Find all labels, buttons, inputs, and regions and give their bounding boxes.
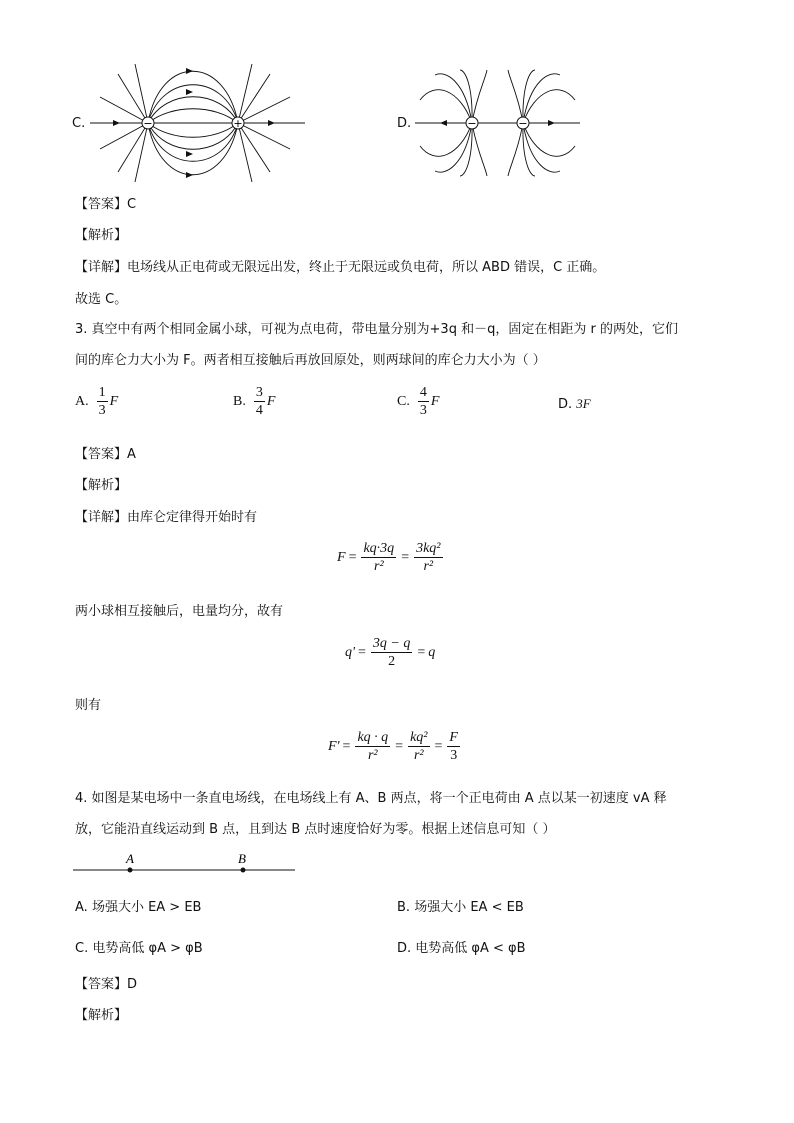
q3-option-b: B. $\frac{3}{4}$ F <box>233 385 276 418</box>
q4-option-c: C. 电势高低 φA > φB <box>75 941 203 956</box>
q3-option-a: A. $\frac{1}{3}$ F <box>75 385 119 418</box>
figure-c-right-sign: + <box>233 117 243 130</box>
q4-option-a: A. 场强大小 EA > EB <box>75 900 202 915</box>
q4-stem-line2: 放，它能沿直线运动到 B 点，且到达 B 点时速度恰好为零。根据上述信息可知（ ） <box>75 822 556 837</box>
q4-option-d: D. 电势高低 φA < φB <box>397 941 526 956</box>
point-a-label: A <box>126 851 134 866</box>
q2-answer: 【答案】C <box>75 197 137 212</box>
figure-c-dipole-field <box>90 62 305 184</box>
q3-detail: 【详解】由库仑定律得开始时有 <box>75 510 258 525</box>
q2-conclusion: 故选 C。 <box>75 292 128 307</box>
q3-option-c: C. $\frac{4}{3}$ F <box>397 385 440 418</box>
option-d-label: D. <box>397 116 412 131</box>
q3-stem-line2: 间的库仑力大小为 F。两者相互接触后再放回原处，则两球间的库仑力大小为（ ） <box>75 353 546 368</box>
q3-answer: 【答案】A <box>75 447 136 462</box>
q3-analysis-heading: 【解析】 <box>75 478 128 493</box>
q3-equation-1: F = $\frac{kq\cdot 3q}{\text{r²}}$ = $\frac{\text{3kq²}}{\text{r²}}$ <box>337 541 441 574</box>
q3-text-2: 两小球相互接触后，电量均分，故有 <box>75 604 284 619</box>
figure-d-like-charges-field <box>415 70 580 176</box>
point-b-label: B <box>238 851 246 866</box>
q3-stem-line1: 3. 真空中有两个相同金属小球，可视为点电荷，带电量分别为+3q 和－q，固定在相距为 r 的两处，它们 <box>75 322 678 337</box>
q3-equation-2: q' = $\frac{3q - q}{2}$ = q <box>345 636 436 669</box>
q4-analysis-heading: 【解析】 <box>75 1008 128 1023</box>
figure-c-left-sign: − <box>143 117 153 130</box>
q3-text-3: 则有 <box>75 698 102 713</box>
figure-d-right-sign: − <box>518 117 528 130</box>
q2-analysis-heading: 【解析】 <box>75 228 128 243</box>
q3-equation-3: F' = $\frac{kq \cdot q}{\text{r²}}$ = $\frac{\text{kq²}}{\text{r²}}$ = $\frac{F}{3}$ <box>328 730 458 763</box>
q2-detail: 【详解】电场线从正电荷或无限远出发，终止于无限远或负电荷，所以 ABD 错误，C 正确。 <box>75 260 606 275</box>
option-c-label: C. <box>72 116 86 131</box>
q4-option-b: B. 场强大小 EA < EB <box>397 900 524 915</box>
q3-option-d: D. 3F <box>558 396 591 412</box>
q4-stem-line1: 4. 如图是某电场中一条直电场线，在电场线上有 A、B 两点，将一个正电荷由 A 点以某一初速度 vA 释 <box>75 791 667 806</box>
q4-field-line-figure <box>73 850 298 880</box>
figure-d-left-sign: − <box>467 117 477 130</box>
q4-answer: 【答案】D <box>75 977 138 992</box>
